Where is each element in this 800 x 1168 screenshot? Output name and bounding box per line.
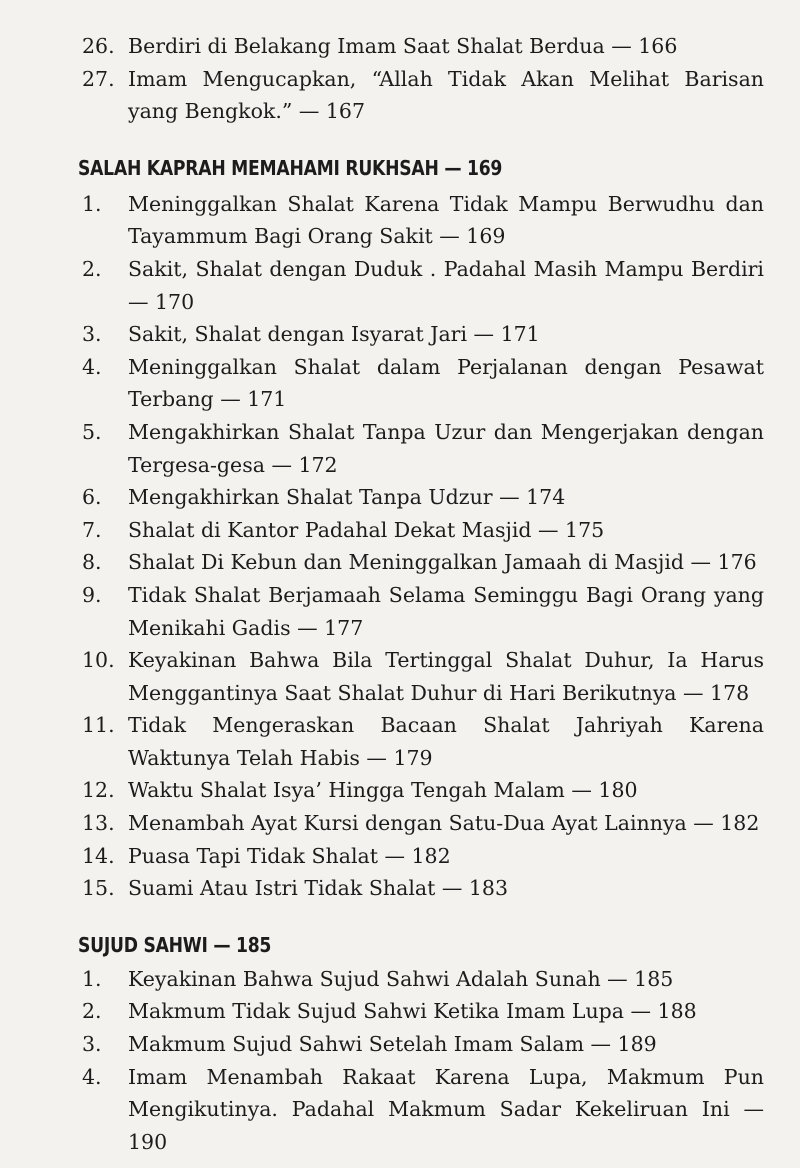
list-item [82,416,764,481]
list-item [82,318,764,351]
list-item [82,351,764,416]
section-heading: SALAH KAPRAH MEMAHAMI RUKHSAH — 169 [78,155,503,180]
list-item [82,188,764,253]
item-number: 1. [82,191,102,216]
list-item [82,514,764,547]
item-number: 1. [82,966,102,991]
item-text: Keyakinan Bahwa Sujud Sahwi Adalah Sunah — 185 [128,966,674,991]
item-number: 27. [82,66,115,91]
item-number: 4. [82,1064,102,1089]
item-text: Makmum Sujud Sahwi Setelah Imam Salam — 189 [128,1032,657,1057]
item-text: Mengakhirkan Shalat Tanpa Uzur dan Mengerjakan dengan Tergesa-gesa — 172 [128,419,764,477]
section-salah-kaprah [78,152,764,905]
item-number: 8. [82,550,102,575]
item-text: Meninggalkan Shalat dalam Perjalanan dengan Pesawat Terbang — 171 [128,354,764,412]
item-text: Tidak Shalat Berjamaah Selama Seminggu Bagi Orang yang Menikahi Gadis — 177 [128,582,764,640]
item-text: Shalat Di Kebun dan Meninggalkan Jamaah di Masjid — 176 [128,550,757,575]
list-item [82,1028,764,1061]
section-heading: SUJUD SAHWI — 185 [78,932,272,957]
item-text: Sakit, Shalat dengan Duduk . Padahal Masih Mampu Berdiri — 170 [128,256,764,314]
item-text: Waktu Shalat Isya’ Hingga Tengah Malam — 180 [128,778,638,803]
item-text: Mengakhirkan Shalat Tanpa Udzur — 174 [128,485,566,510]
item-number: 5. [82,419,102,444]
list-item [82,995,764,1028]
list-item [82,1061,764,1159]
list-item [82,579,764,644]
item-text: Keyakinan Bahwa Bila Tertinggal Shalat Duhur, Ia Harus Menggantinya Saat Shalat Duhur di Hari Berikutnya — 178 [128,648,764,705]
section-sujud-sahwi [78,929,764,1159]
item-number: 7. [82,517,102,542]
item-text: Imam Menambah Rakaat Karena Lupa, Makmum Pun Mengikutinya. Padahal Makmum Sadar Kekeliruan Ini — 190 [128,1064,764,1154]
list-item [82,840,764,873]
list-item [82,644,764,709]
item-number: 9. [82,582,102,607]
item-number: 2. [82,256,102,281]
item-number: 26. [82,34,115,58]
item-text: Berdiri di Belakang Imam Saat Shalat Berdua — 166 [128,34,678,58]
item-number: 12. [82,778,115,803]
item-number: 3. [82,1032,102,1057]
list-item [82,481,764,514]
item-number: 11. [82,713,115,738]
list-item [82,253,764,318]
item-number: 13. [82,811,115,836]
list-item [82,774,764,807]
item-text: Puasa Tapi Tidak Shalat — 182 [128,843,451,868]
item-number: 2. [82,999,102,1024]
item-text: Makmum Tidak Sujud Sahwi Ketika Imam Lupa — 188 [128,999,697,1024]
list-item [82,963,764,996]
list-item [82,30,764,63]
item-number: 4. [82,354,102,379]
item-text: Sakit, Shalat dengan Isyarat Jari — 171 [128,322,540,347]
item-text: Tidak Mengeraskan Bacaan Shalat Jahriyah Karena Waktunya Telah Habis — 179 [128,713,764,770]
item-number: 3. [82,322,102,347]
item-number: 14. [82,843,115,868]
item-number: 15. [82,876,115,901]
item-text: Shalat di Kantor Padahal Dekat Masjid — 175 [128,517,605,542]
list-item [82,63,764,128]
item-number: 6. [82,485,102,510]
list-item [82,872,764,905]
list-item [82,709,764,774]
list-item [82,807,764,840]
item-text: Suami Atau Istri Tidak Shalat — 183 [128,876,508,901]
item-text: Menambah Ayat Kursi dengan Satu-Dua Ayat Lainnya — 182 [128,811,760,836]
item-text: Imam Mengucapkan, “Allah Tidak Akan Melihat Barisan yang Bengkok.” — 167 [128,66,764,124]
item-number: 10. [82,648,115,673]
list-item [82,546,764,579]
item-text: Meninggalkan Shalat Karena Tidak Mampu Berwudhu dan Tayammum Bagi Orang Sakit — 169 [128,191,764,249]
